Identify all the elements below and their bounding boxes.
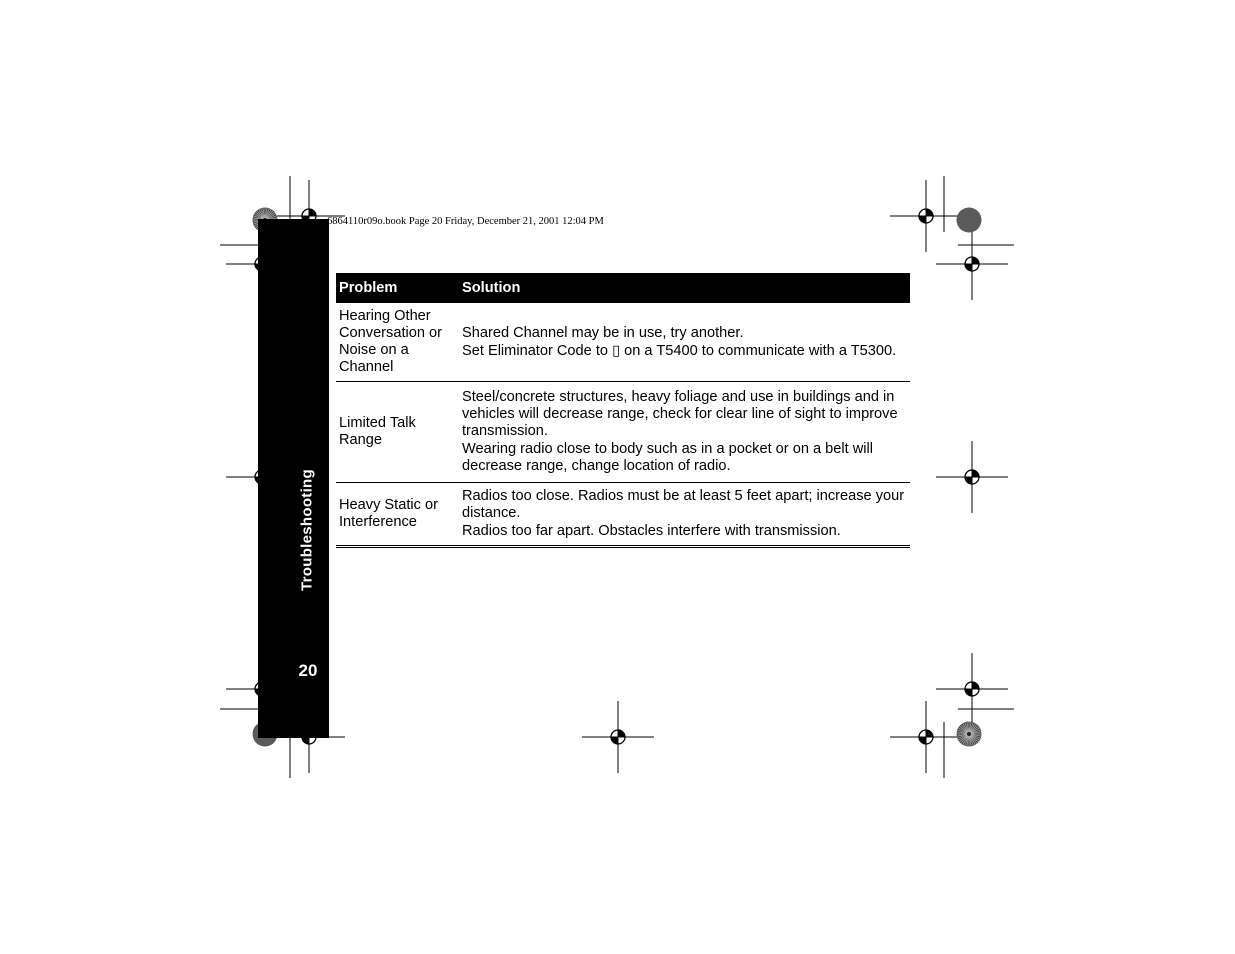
problem-cell: Heavy Static or Interference — [336, 483, 459, 547]
solution-text: Set Eliminator Code to ▯ on a T5400 to communicate with a T5300. — [462, 342, 897, 359]
table-row — [336, 483, 910, 547]
registration-target-quadrant — [972, 682, 979, 689]
solution-cell — [459, 483, 910, 547]
grey-dot-icon — [957, 208, 982, 233]
registration-target-quadrant — [972, 257, 979, 264]
table-header-row — [336, 273, 910, 303]
solution-cell — [459, 303, 910, 382]
table-row — [336, 303, 910, 382]
solution-text: Shared Channel may be in use, try another. — [462, 324, 744, 341]
registration-target-quadrant — [611, 737, 618, 744]
book-header: 6864110r09o.book Page 20 Friday, December 21, 2001 12:04 PM — [327, 216, 604, 227]
table-row — [336, 382, 910, 483]
registration-target-quadrant — [919, 216, 926, 223]
solution-cell — [459, 382, 910, 483]
registration-target-quadrant — [618, 730, 625, 737]
registration-target-quadrant — [919, 737, 926, 744]
solution-text: Radios too far apart. Obstacles interfere with transmission. — [462, 523, 841, 539]
solution-text: Radios too close. Radios must be at least 5 feet apart; increase your distance. — [462, 488, 905, 521]
problem-cell: Limited Talk Range — [336, 382, 459, 483]
registration-target-quadrant — [965, 689, 972, 696]
column-header-solution: Solution — [459, 273, 910, 303]
registration-target-quadrant — [926, 209, 933, 216]
registration-target-quadrant — [965, 264, 972, 271]
starburst-center — [967, 732, 971, 736]
column-header-problem: Problem — [336, 273, 459, 303]
registration-target-quadrant — [972, 470, 979, 477]
registration-target-quadrant — [309, 209, 316, 216]
section-title: Troubleshooting — [298, 469, 316, 591]
troubleshooting-table — [336, 273, 910, 548]
page-number: 20 — [298, 661, 318, 680]
registration-target-quadrant — [302, 737, 309, 744]
solution-text: Steel/concrete structures, heavy foliage and use in buildings and in vehicles will decrease range, check for clear line of sight to improve transmission. — [462, 389, 898, 439]
registration-target-quadrant — [965, 477, 972, 484]
problem-cell: Hearing Other Conversation or Noise on a Channel — [336, 303, 459, 382]
solution-text: Wearing radio close to body such as in a pocket or on a belt will decrease range, change location of radio. — [462, 441, 874, 474]
registration-target-quadrant — [926, 730, 933, 737]
